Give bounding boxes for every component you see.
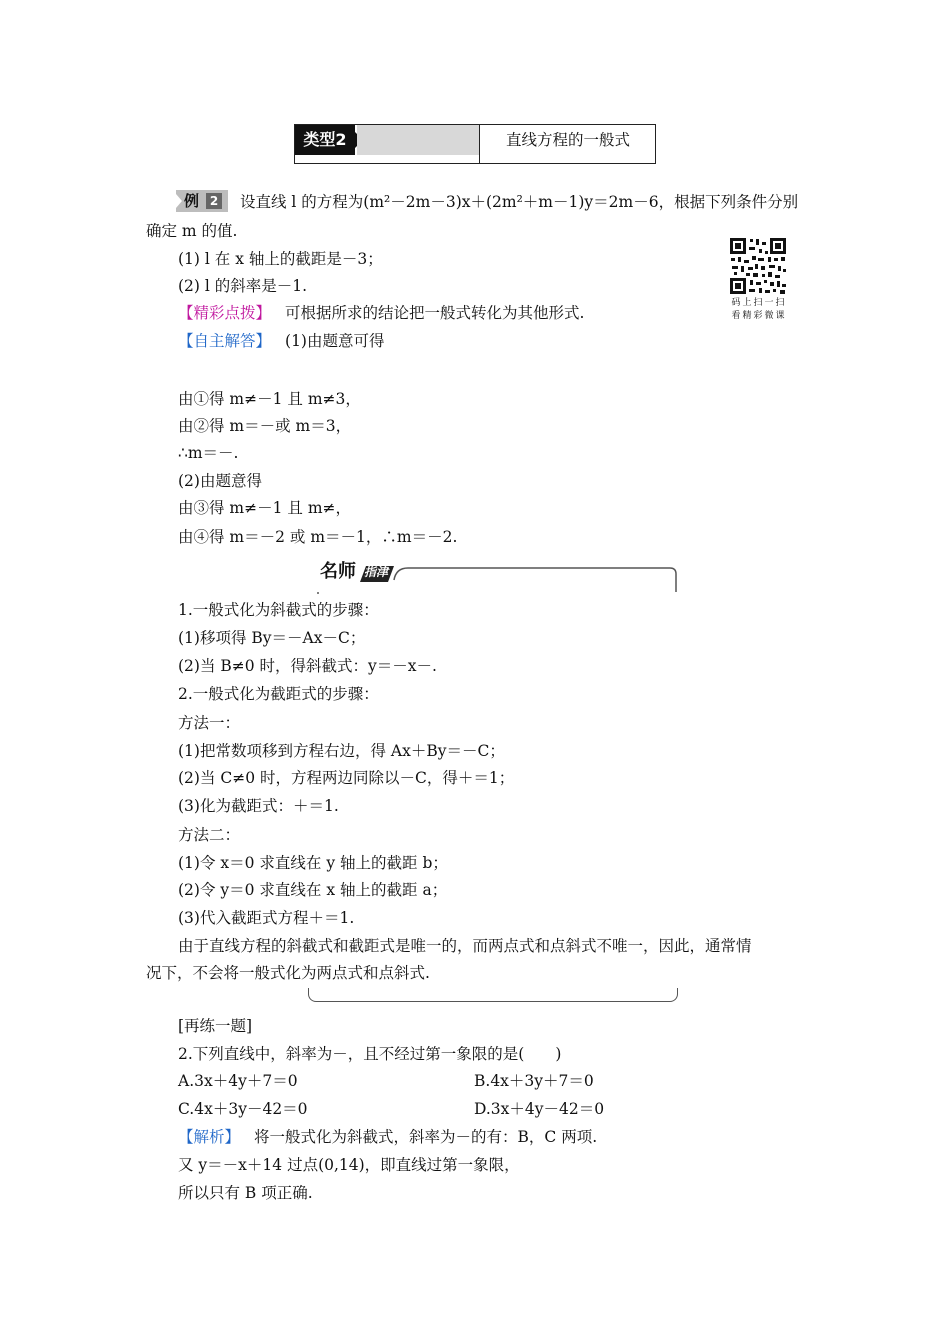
teacher-paragraph-line1: 由于直线方程的斜截式和截距式是唯一的，而两点式和点斜式不唯一，因此，通常情 bbox=[178, 937, 752, 955]
example-arrow-icon bbox=[176, 194, 182, 208]
teacher-guide-title: 名师 bbox=[320, 561, 356, 582]
answer-text: (1)由题意可得 bbox=[285, 332, 385, 350]
answer-label: 【自主解答】 bbox=[178, 332, 272, 350]
teacher-line: 方法一： bbox=[178, 714, 241, 732]
solution-line: 由③得 m≠－1 且 m≠， bbox=[178, 499, 352, 517]
section-title: 直线方程的一般式 bbox=[505, 131, 630, 149]
teacher-line: (2)当 B≠0 时，得斜截式：y＝－x－. bbox=[178, 657, 437, 675]
section-type-tag: 类型2 bbox=[295, 125, 355, 155]
teacher-line: (1)令 x＝0 求直线在 y 轴上的截距 b； bbox=[178, 854, 448, 872]
option-c: C.4x＋3y－42＝0 bbox=[178, 1100, 308, 1118]
solution-line: 由①得 m≠－1 且 m≠3， bbox=[178, 390, 361, 408]
answer-row bbox=[178, 331, 384, 351]
option-d: D.3x＋4y－42＝0 bbox=[474, 1100, 605, 1118]
section-divider bbox=[479, 125, 480, 163]
teacher-guide-badge: 指津 bbox=[364, 565, 389, 579]
teacher-line: (3)代入截距式方程＋＝1. bbox=[178, 909, 355, 927]
example-condition-2: (2) l 的斜率是－1. bbox=[178, 277, 308, 295]
option-a: A.3x＋4y＋7＝0 bbox=[178, 1072, 298, 1090]
solution-line: (2)由题意得 bbox=[178, 472, 262, 490]
hint-text: 可根据所求的结论把一般式转化为其他形式. bbox=[285, 304, 585, 322]
example-tag-number: 2 bbox=[206, 193, 222, 209]
hint-label: 【精彩点拨】 bbox=[178, 304, 272, 322]
qr-caption-1: 码上扫一扫 bbox=[731, 298, 787, 308]
option-b: B.4x＋3y＋7＝0 bbox=[474, 1072, 594, 1090]
practice-question: 2.下列直线中，斜率为－，且不经过第一象限的是( ) bbox=[178, 1045, 562, 1063]
teacher-line: (1)把常数项移到方程右边，得 Ax＋By＝－C； bbox=[178, 742, 505, 760]
teacher-line: (1)移项得 By＝－Ax－C； bbox=[178, 629, 366, 647]
teacher-line: (3)化为截距式：＋＝1. bbox=[178, 797, 339, 815]
analysis-row bbox=[178, 1127, 597, 1147]
example-tag-label: 例 bbox=[184, 192, 200, 210]
section-header bbox=[294, 124, 656, 164]
example-statement-line1: 设直线 l 的方程为(m²－2m－3)x＋(2m²＋m－1)y＝2m－6，根据下列条件分别 bbox=[240, 193, 799, 211]
analysis-line3: 所以只有 B 项正确. bbox=[178, 1184, 313, 1202]
solution-line: 由②得 m＝－或 m＝3， bbox=[178, 417, 352, 435]
example-tag bbox=[176, 190, 228, 212]
solution-line: 由④得 m＝－2 或 m＝－1，∴m＝－2. bbox=[178, 528, 458, 546]
section-tag-bar bbox=[357, 125, 479, 155]
analysis-line2: 又 y＝－x＋14 过点(0,14)，即直线过第一象限， bbox=[178, 1156, 520, 1174]
teacher-guide-frame-bottom bbox=[308, 988, 678, 1002]
teacher-line: 1.一般式化为斜截式的步骤： bbox=[178, 601, 379, 619]
hint-row bbox=[178, 303, 584, 323]
teacher-line: (2)当 C≠0 时，方程两边同除以－C，得＋＝1； bbox=[178, 769, 515, 787]
analysis-text: 将一般式化为斜截式，斜率为－的有：B，C 两项. bbox=[254, 1128, 598, 1146]
analysis-label: 【解析】 bbox=[178, 1128, 241, 1146]
qr-code bbox=[728, 236, 788, 296]
solution-line: ∴m＝－. bbox=[178, 444, 239, 462]
example-condition-1: (1) l 在 x 轴上的截距是－3； bbox=[178, 250, 383, 268]
qr-caption-2: 看精彩微课 bbox=[731, 311, 787, 321]
example-statement-line2: 确定 m 的值. bbox=[146, 222, 238, 240]
practice-label: [再练一题] bbox=[178, 1017, 253, 1035]
teacher-line: 方法二： bbox=[178, 826, 241, 844]
teacher-line: 2.一般式化为截距式的步骤： bbox=[178, 685, 379, 703]
teacher-paragraph-line2: 况下，不会将一般式化为两点式和点斜式. bbox=[146, 964, 430, 982]
teacher-line: (2)令 y＝0 求直线在 x 轴上的截距 a； bbox=[178, 881, 448, 899]
